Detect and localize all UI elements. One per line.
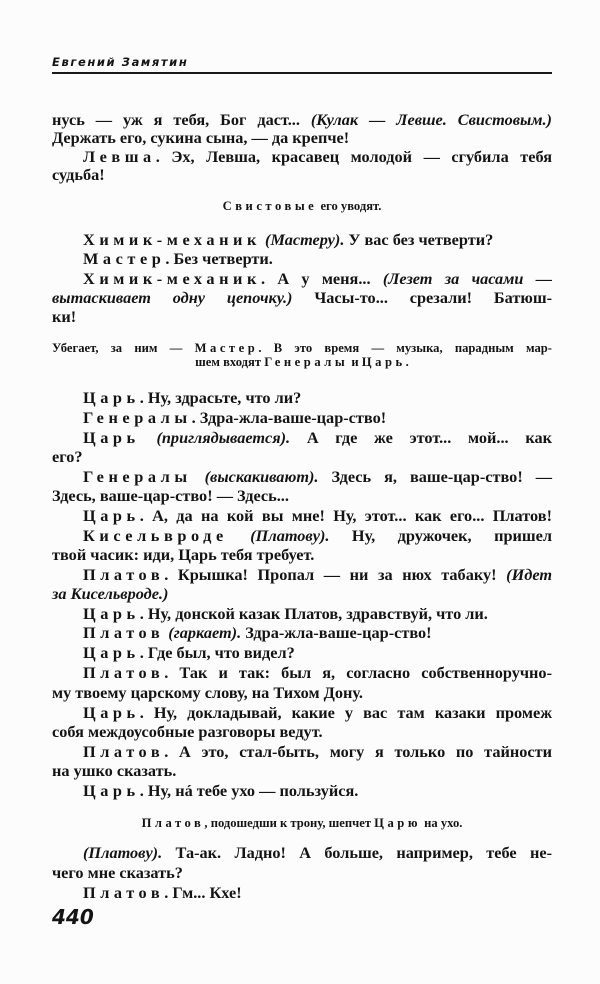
text-segment <box>228 526 250 545</box>
text-segment: У вас без четверти? <box>344 230 494 249</box>
speaker-name: Платов <box>141 816 205 830</box>
text-segment: . Ну, здрасьте, что ли? <box>139 388 302 407</box>
text-segment: А где же этот... мой... как <box>290 428 552 447</box>
text-segment: его уводят. <box>317 199 382 213</box>
text-segment <box>140 428 157 447</box>
text-line <box>83 230 552 250</box>
text-segment: на ушко сказать. <box>52 761 177 780</box>
speaker-name: Царю <box>374 816 421 830</box>
text-segment: . Так и так: был я, согласно собственноручно- <box>164 663 552 682</box>
speaker-name: Платов <box>83 623 165 642</box>
text-segment: . Крышка! Пропал — ни за нюх табаку! <box>164 565 507 584</box>
italic-remark: (Кулак — Левше. Свистовым.) <box>310 110 552 129</box>
italic-remark: (Мастеру). <box>265 230 345 249</box>
speaker-name: Левша <box>83 147 156 166</box>
italic-remark: (Платову). <box>83 843 163 862</box>
speaker-name: Царь <box>83 604 140 623</box>
text-line <box>52 110 552 130</box>
speaker-name: Платов <box>83 742 165 761</box>
text-line <box>52 486 552 506</box>
text-line <box>83 147 552 167</box>
text-segment: Держать его, сукина сына, — да крепче! <box>52 128 350 147</box>
text-line <box>83 526 552 546</box>
text-segment: . Гм... Кхе! <box>164 883 242 902</box>
text-line <box>83 781 552 801</box>
text-line <box>83 703 552 723</box>
stage-direction-line <box>52 813 552 833</box>
text-line <box>52 761 552 781</box>
text-segment: и <box>348 355 362 369</box>
text-line <box>83 643 552 663</box>
text-line <box>83 408 552 428</box>
speaker-name: Царь <box>83 703 140 722</box>
text-line <box>83 467 552 487</box>
text-segment: . А это, стал-быть, могу я только по тайности <box>164 742 552 761</box>
text-line <box>83 565 552 585</box>
italic-remark: (Платову). <box>250 526 330 545</box>
text-segment: Здра-жла-ваше-цар-ство! <box>241 623 432 642</box>
text-segment: судьба! <box>52 165 105 184</box>
speaker-name: Царь <box>361 355 406 369</box>
speaker-name: Химик-механик <box>83 230 261 249</box>
text-segment: его? <box>52 447 83 466</box>
text-segment: . <box>405 355 409 369</box>
text-segment: . Эх, Левша, красавец молодой — сгубила тебя <box>155 147 552 166</box>
speaker-name: Генералы <box>83 467 192 486</box>
stage-direction-line <box>52 352 552 372</box>
text-segment: . В это время — музыка, парадным мар- <box>258 341 552 355</box>
text-line <box>52 683 552 703</box>
text-line <box>83 249 552 269</box>
text-segment <box>192 467 205 486</box>
speaker-name: Кисельвроде <box>83 526 228 545</box>
text-line <box>52 447 552 467</box>
text-line <box>52 545 552 565</box>
text-segment: твой часик: иди, Царь тебя требует. <box>52 545 315 564</box>
speaker-name: Царь <box>83 388 140 407</box>
text-segment: . Ну, докладывай, какие у вас там казаки промеж <box>139 703 552 722</box>
text-segment: ки! <box>52 307 77 326</box>
speaker-name: Химик-механик <box>83 269 261 288</box>
text-line <box>83 623 552 643</box>
italic-remark: (выскакивают). <box>204 467 319 486</box>
italic-remark: (гаркает). <box>168 623 242 642</box>
text-line <box>52 584 552 604</box>
italic-remark: (приглядывается). <box>156 428 291 447</box>
speaker-name: Генералы <box>264 355 349 369</box>
text-segment: Здесь я, ваше-цар-ство! — <box>318 467 552 486</box>
text-segment: собя междоусобные разговоры ведут. <box>52 722 323 741</box>
italic-remark: вытаскивает одну цепочку.) <box>52 288 293 307</box>
stage-direction-line <box>52 196 552 216</box>
speaker-name: Свистовые <box>222 199 318 213</box>
text-segment: . Ну, донской казак Платов, здравствуй, что ли. <box>139 604 488 623</box>
text-line <box>52 307 552 327</box>
text-segment: му твоему царскому слову, на Тихом Дону. <box>52 683 363 702</box>
speaker-name: Царь <box>83 428 140 447</box>
text-segment: чего мне сказать? <box>52 863 183 882</box>
text-segment: на ухо. <box>421 816 463 830</box>
text-segment: . Без четверти. <box>165 249 273 268</box>
speaker-name: Платов <box>83 565 165 584</box>
text-segment: Убегает, за ним — <box>52 341 195 355</box>
text-line <box>83 843 552 863</box>
text-line <box>52 128 552 148</box>
text-segment: Ну, дружочек, пришел <box>329 526 553 545</box>
text-segment: шем входят <box>195 355 265 369</box>
text-segment: . Здра-жла-ваше-цар-ство! <box>191 408 387 427</box>
text-line <box>83 269 552 289</box>
text-segment: . Ну, нá тебе ухо — пользуйся. <box>139 781 359 800</box>
speaker-name: Царь <box>83 643 140 662</box>
text-line <box>83 604 552 624</box>
text-line <box>83 663 552 683</box>
text-line <box>83 742 552 762</box>
italic-remark: (Лезет за часами — <box>382 269 552 288</box>
speaker-name: Платов <box>83 663 165 682</box>
speaker-name: Царь <box>83 781 140 800</box>
text-segment: , подошедши к трону, шепчет <box>204 816 375 830</box>
text-segment: Часы-то... срезали! Батюш- <box>292 288 553 307</box>
running-header-author: Евгений Замятин <box>52 55 189 69</box>
italic-remark: (Идет <box>506 565 552 584</box>
text-segment: Здесь, ваше-цар-ство! — Здесь... <box>52 486 289 505</box>
speaker-name: Генералы <box>83 408 192 427</box>
text-line <box>83 506 552 526</box>
text-line <box>52 722 552 742</box>
text-segment: . Где был, что видел? <box>139 643 295 662</box>
text-line <box>83 388 552 408</box>
text-line <box>52 288 552 308</box>
text-segment: . А у меня... <box>260 269 383 288</box>
italic-remark: за Кисельвроде.) <box>52 584 169 603</box>
text-line <box>83 428 552 448</box>
text-line <box>52 863 552 883</box>
speaker-name: Мастер <box>194 341 259 355</box>
text-segment: нусь — уж я тебя, Бог даст... <box>52 110 311 129</box>
text-segment: Та-ак. Ладно! А больше, например, тебе не- <box>162 843 552 862</box>
page-number: 440 <box>52 905 94 929</box>
text-segment: . А, да на кой вы мне! Ну, этот... как его... Платов! <box>139 506 552 525</box>
speaker-name: Платов <box>83 883 165 902</box>
speaker-name: Царь <box>83 506 140 525</box>
text-line <box>83 883 552 903</box>
speaker-name: Мастер <box>83 249 166 268</box>
header-rule <box>52 72 552 74</box>
text-line <box>52 165 552 185</box>
